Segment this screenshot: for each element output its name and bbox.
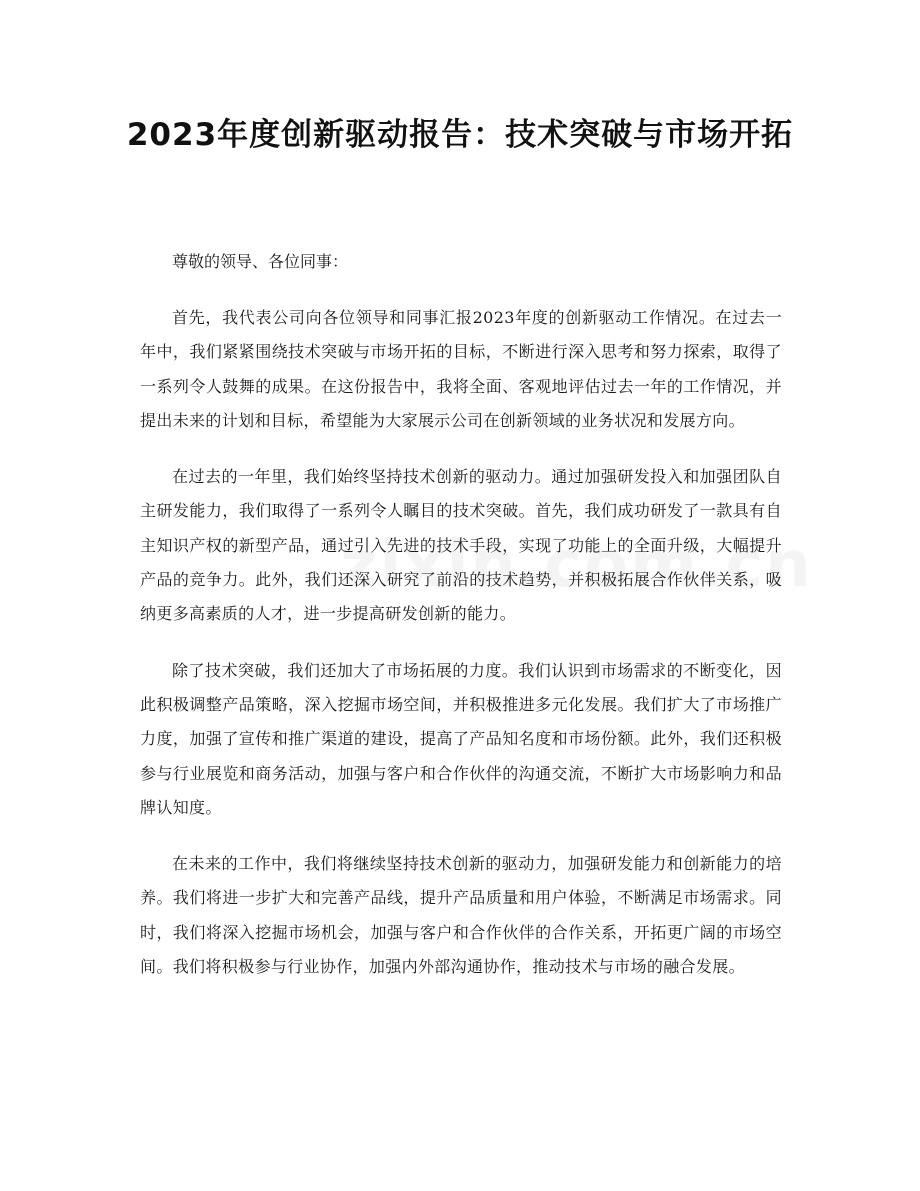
paragraph-intro: 首先，我代表公司向各位领导和同事汇报2023年度的创新驱动工作情况。在过去一年中，我们紧紧围绕技术突破与市场开拓的目标，不断进行深入思考和努力探索，取得了一系列令人鼓舞的成果。在这份报告中，我将全面、客观地评估过去一年的工作情况，并提出未来的计划和目标，希望能为大家展示公司在创新领域的业务状况和发展方向。 — [140, 308, 782, 430]
paragraph-technology: 在过去的一年里，我们始终坚持技术创新的驱动力。通过加强研发投入和加强团队自主研发能力，我们取得了一系列令人瞩目的技术突破。首先，我们成功研发了一款具有自主知识产权的新型产品，通过引入先进的技术手段，实现了功能上的全面升级，大幅提升产品的竞争力。此外，我们还深入研究了前沿的技术趋势，并积极拓展合作伙伴关系，吸纳更多高素质的人才，进一步提高研发创新的能力。 — [140, 467, 782, 624]
paragraph-market: 除了技术突破，我们还加大了市场拓展的力度。我们认识到市场需求的不断变化，因此积极调整产品策略，深入挖掘市场空间，并积极推进多元化发展。我们扩大了市场推广力度，加强了宣传和推广渠道的建设，提高了产品知名度和市场份额。此外，我们还积极参与行业展览和商务活动，加强与客户和合作伙伴的沟通交流，不断扩大市场影响力和品牌认知度。 — [140, 660, 782, 817]
salutation: 尊敬的领导、各位同事： — [172, 252, 349, 271]
document-title: 2023年度创新驱动报告：技术突破与市场开拓 — [126, 117, 794, 153]
document-body — [140, 245, 782, 1006]
paragraph-future: 在未来的工作中，我们将继续坚持技术创新的驱动力，加强研发能力和创新能力的培养。我们将进一步扩大和完善产品线，提升产品质量和用户体验，不断满足市场需求。同时，我们将深入挖掘市场机会，加强与客户和合作伙伴的合作关系，开拓更广阔的市场空间。我们将积极参与行业协作，加强内外部沟通协作，推动技术与市场的融合发展。 — [140, 854, 782, 977]
